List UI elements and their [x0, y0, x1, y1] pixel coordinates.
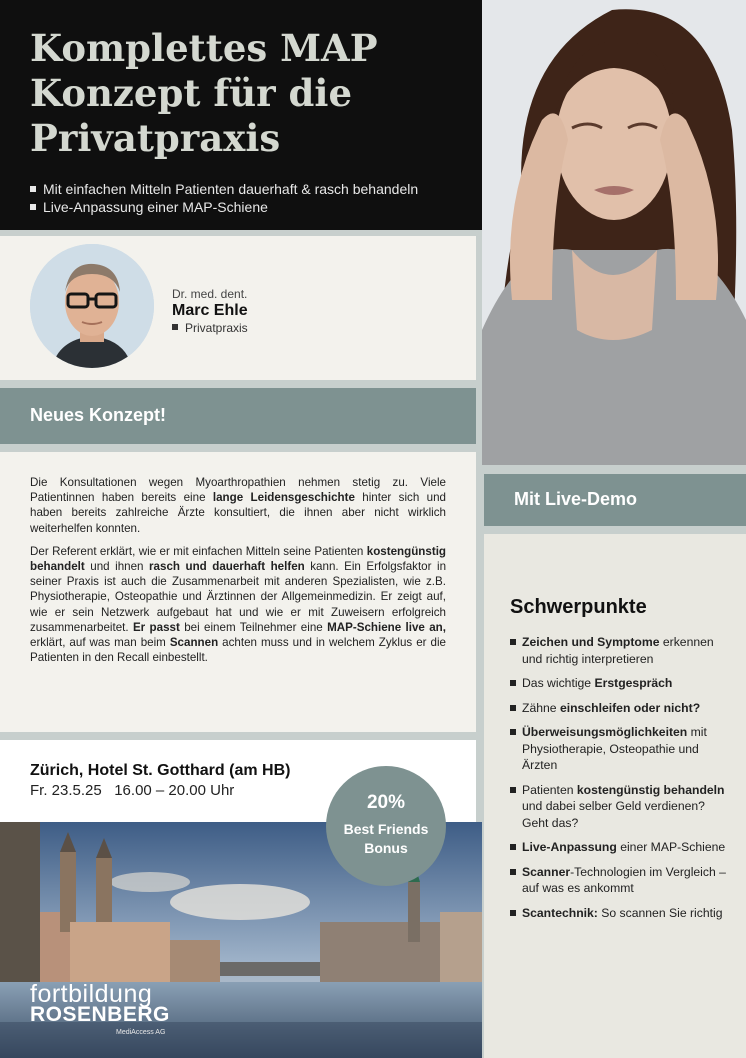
description-text: [30, 475, 446, 673]
body-text: erkennen und richtig interpretieren: [522, 635, 714, 666]
emphasis-text: einschleifen oder nicht?: [559, 700, 701, 715]
emphasis-text: Scantechnik:: [522, 905, 598, 920]
emphasis-text: kostengünstig behandeln: [576, 782, 725, 797]
focus-item: [510, 864, 732, 897]
bonus-label: Best Friends: [343, 821, 429, 837]
emphasis-text: Er passt: [132, 620, 180, 634]
bullet-icon: [510, 787, 516, 793]
body-text: und ihnen: [84, 560, 150, 574]
flyer-title: [30, 26, 470, 161]
bullet-icon: [30, 186, 36, 192]
emphasis-text: Live-Anpassung: [522, 840, 617, 854]
speaker-role: [172, 321, 248, 335]
emphasis-text: Scannen: [169, 636, 219, 650]
speaker-avatar: [30, 244, 154, 368]
logo-line-2: ROSENBERG: [30, 1003, 170, 1026]
bonus-badge: [326, 766, 446, 886]
body-text: Zähne: [522, 700, 560, 715]
focus-item: [510, 724, 732, 774]
emphasis-text: Überweisungsmöglichkeiten: [522, 725, 688, 739]
description-paragraph: [30, 544, 446, 666]
body-text: Das wichtige: [522, 676, 595, 690]
body-text: Der Referent erklärt, wie er mit einfachen Mitteln seine Patienten: [30, 544, 367, 558]
speaker-name: Marc Ehle: [172, 302, 248, 319]
bonus-label: Bonus: [364, 840, 408, 856]
body-text: bei einem Teilnehmer eine: [179, 620, 328, 634]
demo-heading: Mit Live-Demo: [514, 489, 638, 509]
body-text: Die Konsultationen wegen Myoarthropathien nehmen stetig zu. Viele Patientinnen haben bereits eine: [30, 476, 446, 505]
header-bullet-text: Mit einfachen Mitteln Patienten dauerhaft & rasch behandeln: [43, 181, 419, 197]
event-location: Zürich, Hotel St. Gotthard (am HB): [30, 762, 291, 779]
focus-item: [510, 782, 732, 832]
woman-photo-icon: [482, 0, 746, 465]
emphasis-text: rasch und dauerhaft helfen: [149, 560, 305, 574]
emphasis-text: Scanner: [522, 864, 571, 879]
emphasis-text: Erstgespräch: [594, 676, 673, 690]
concept-heading: Neues Konzept!: [30, 405, 167, 425]
bullet-icon: [510, 910, 516, 916]
bullet-icon: [510, 705, 516, 711]
bullet-icon: [510, 844, 516, 850]
focus-item: [510, 700, 732, 717]
title-line: Privatpraxis: [30, 116, 281, 160]
focus-item: [510, 839, 732, 856]
speaker-portrait-icon: [30, 244, 154, 368]
bullet-icon: [510, 680, 516, 686]
speaker-role-text: Privatpraxis: [185, 321, 248, 335]
emphasis-text: MAP-Schiene live an,: [327, 620, 446, 634]
emphasis-text: kostengünstig behandelt: [30, 544, 446, 574]
bullet-icon: [30, 204, 36, 210]
body-text: Patienten: [522, 782, 577, 797]
body-text: einer MAP-Schiene: [616, 840, 726, 854]
title-line: Konzept für die: [30, 71, 352, 115]
body-text: mit Physiotherapie, Osteopathie und Ärzten: [522, 725, 707, 772]
focus-item: [510, 905, 732, 922]
bullet-icon: [510, 639, 516, 645]
body-text: kann. Ein Erfolgsfaktor in seiner Praxis ist auch die Zusammenarbeit mit anderen Spezialisten, wie z.B. Physiotherapie, Osteopathie und Ärztinnen der Allgemeinmedizin. Er zeigt auf, wie er sein Netzwerk aufgebaut hat und wie er mit Zuweisern erfolgreich zusammenarbeitet.: [30, 560, 447, 634]
event-datetime: Fr. 23.5.25 16.00 – 20.00 Uhr: [30, 782, 235, 799]
logo-line-3: MediAccess AG: [116, 1029, 166, 1036]
speaker-title: Dr. med. dent.: [172, 287, 248, 301]
title-line: Komplettes MAP: [30, 26, 378, 70]
logo-line-1: fortbildung: [30, 980, 153, 1008]
bullet-icon: [510, 869, 516, 875]
bullet-icon: [172, 324, 178, 330]
headache-woman-image: [482, 0, 746, 465]
focus-item: [510, 675, 732, 692]
body-text: -Technologien im Vergleich – auf was es ankommt: [522, 864, 726, 895]
header-bullet-text: Live-Anpassung einer MAP-Schiene: [43, 199, 268, 215]
emphasis-text: lange Leidensgeschichte: [212, 491, 355, 505]
focus-list: [510, 634, 732, 929]
focus-item: [510, 634, 732, 667]
emphasis-text: Zeichen und Symptome: [522, 635, 660, 649]
header-bullet: [30, 198, 268, 216]
bonus-percent: 20%: [366, 792, 406, 813]
bullet-icon: [510, 729, 516, 735]
header-bullet: [30, 180, 418, 198]
focus-heading: Schwerpunkte: [510, 596, 647, 618]
body-text: und dabei selber Geld verdienen? Geht das?: [522, 799, 705, 830]
body-text: hinter sich und haben bereits zahlreiche Ärzte konsultiert, die ihnen aber nicht wirklich weiterhelfen konnten.: [30, 491, 446, 535]
description-paragraph: [30, 475, 446, 536]
body-text: erklärt, auf was man beim: [30, 636, 170, 650]
body-text: So scannen Sie richtig: [597, 905, 723, 920]
body-text: achten muss und in welchem Zyklus er die Patienten in den Recall einbestellt.: [30, 636, 446, 665]
